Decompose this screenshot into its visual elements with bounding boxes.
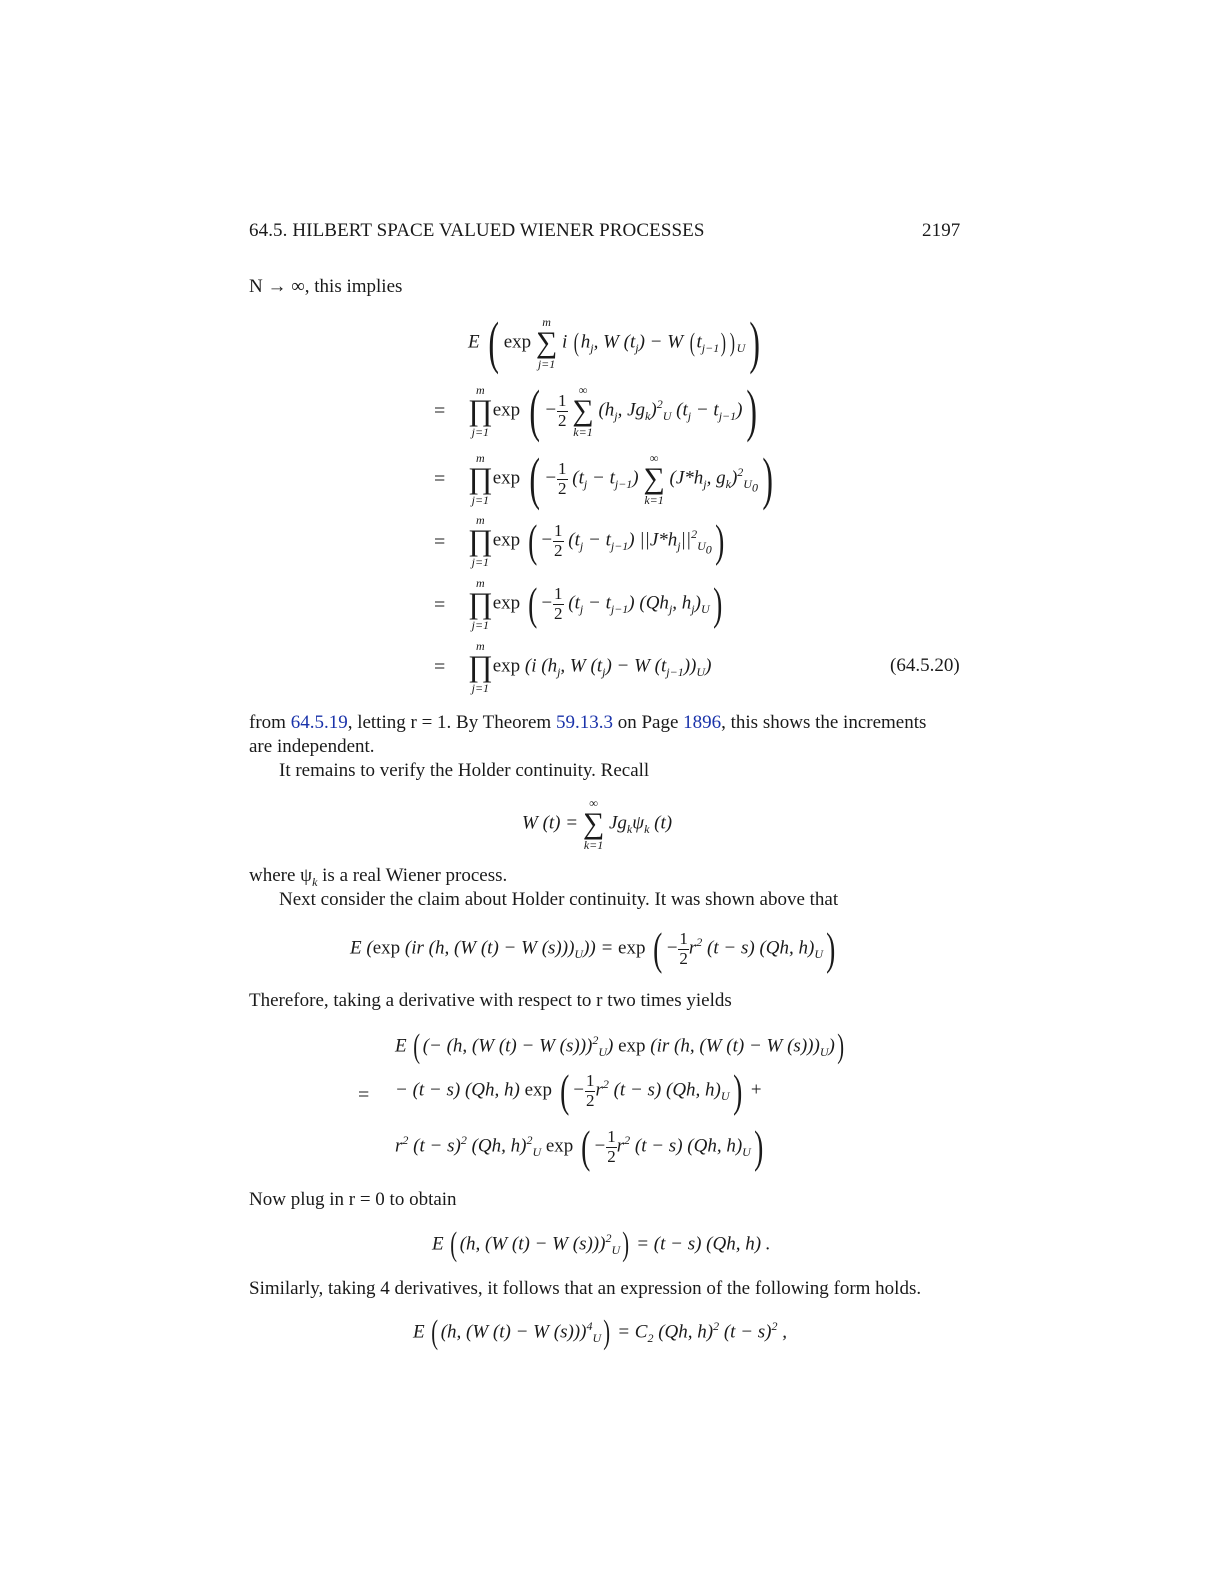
equation-line-6: m ∏ j=1 exp (i ($h_j$, W $(t_j) - W$ $(t_{j-1}))_U$)	[468, 639, 712, 695]
paragraph-5: Therefore, taking a derivative with respect to r two times yields	[249, 990, 732, 1011]
paragraph-7: Similarly, taking 4 derivatives, it follows that an expression of the following form holds.	[249, 1278, 922, 1299]
paragraph-1: from 64.5.19, letting r = 1. By Theorem 59.13.3 on Page 1896, this shows the increments	[249, 712, 927, 733]
paragraph-4: Next consider the claim about Holder continuity. It was shown above that	[279, 889, 839, 910]
equation-derivative-line-3: $r^2$ $(t - s)^2$ (Qh, h)$^2_U$ exp ( − $\frac{1}{2}$ $r^2$ (t − s) (Qh, $h)_U$)	[395, 1121, 764, 1172]
equals-sign: =	[434, 594, 446, 616]
paragraph-3: where $\psi_k$ is a real Wiener process.	[249, 865, 508, 889]
equation-second-moment: E ( (h, (W (t) − W (s)))$^2_U$) = (t − s) (Qh, h) .	[432, 1226, 771, 1263]
equals-sign: =	[358, 1084, 370, 1106]
equation-wiener-series: W (t) = ∞ ∑ k=1 $Jg_k\psi_k$ (t)	[522, 796, 673, 852]
equals-sign: =	[434, 531, 446, 553]
paragraph-1-line-2: are independent.	[249, 736, 375, 757]
equation-derivative-line-1: E ( (− (h, (W (t) − W (s)))$^2_U$) exp (ir (h, (W (t) − W $(s)))_U$))	[395, 1028, 844, 1065]
equation-characteristic: E (exp (ir (h, (W (t) − W $(s)))_U)) = \exp$ ( − $\frac{1}{2}$ $r^2$ (t − s) (Qh, $h)_U$)	[350, 923, 836, 974]
running-header: 64.5. HILBERT SPACE VALUED WIENER PROCESSES	[249, 220, 705, 241]
equation-fourth-moment: E ( (h, (W (t) − W $(s)))^4_U) = C_2$ (Qh, h)$^2$ $(t - s)^2$ ,	[413, 1314, 787, 1351]
equals-sign: =	[434, 400, 446, 422]
ref-link-64-5-19[interactable]: 64.5.19	[290, 712, 348, 733]
equation-number: (64.5.20)	[890, 655, 960, 676]
intro-line: N → ∞, this implies	[249, 276, 403, 297]
equation-line-5: m ∏ j=1 exp ( − $\frac{1}{2}$ $(t_j - t_{j-1})$ ($Qh_j$, $h_j)_U$)	[468, 576, 722, 632]
paragraph-2: It remains to verify the Holder continuity. Recall	[279, 760, 650, 781]
ref-link-page[interactable]: 1896	[683, 712, 722, 733]
equation-line-3: m ∏ j=1 exp ( − $\frac{1}{2}$ $(t_j - t_{j-1})$ ∞ ∑ k=1 ($J*h_j$, $g_k)^2_{U_0}$)	[468, 446, 773, 511]
equation-derivative-line-2: − (t − s) (Qh, h) exp ( − $\frac{1}{2}$ $r^2$ (t − s) (Qh, $h)_U$) +	[395, 1065, 763, 1116]
paragraph-6: Now plug in r = 0 to obtain	[249, 1189, 457, 1210]
equation-line-1: E ( exp m ∑ j=1 i ($h_j$, W $(t_j) - W$ $(t_{j-1})$ ) $_U$)	[468, 310, 761, 375]
equals-sign: =	[434, 468, 446, 490]
equals-sign: =	[434, 656, 446, 678]
page-number: 2197	[922, 220, 961, 241]
ref-link-theorem[interactable]: 59.13.3	[555, 712, 613, 733]
equation-line-2: m ∏ j=1 exp ( − $\frac{1}{2}$ ∞ ∑ k=1 ($h_j$, $Jg_k)^2_U$ $(t_j - t_{j-1})$)	[468, 378, 758, 443]
equation-line-4: m ∏ j=1 exp ( − $\frac{1}{2}$ $(t_j - t_{j-1})$ $||J*h_j||^2_{U_0}$)	[468, 513, 724, 569]
